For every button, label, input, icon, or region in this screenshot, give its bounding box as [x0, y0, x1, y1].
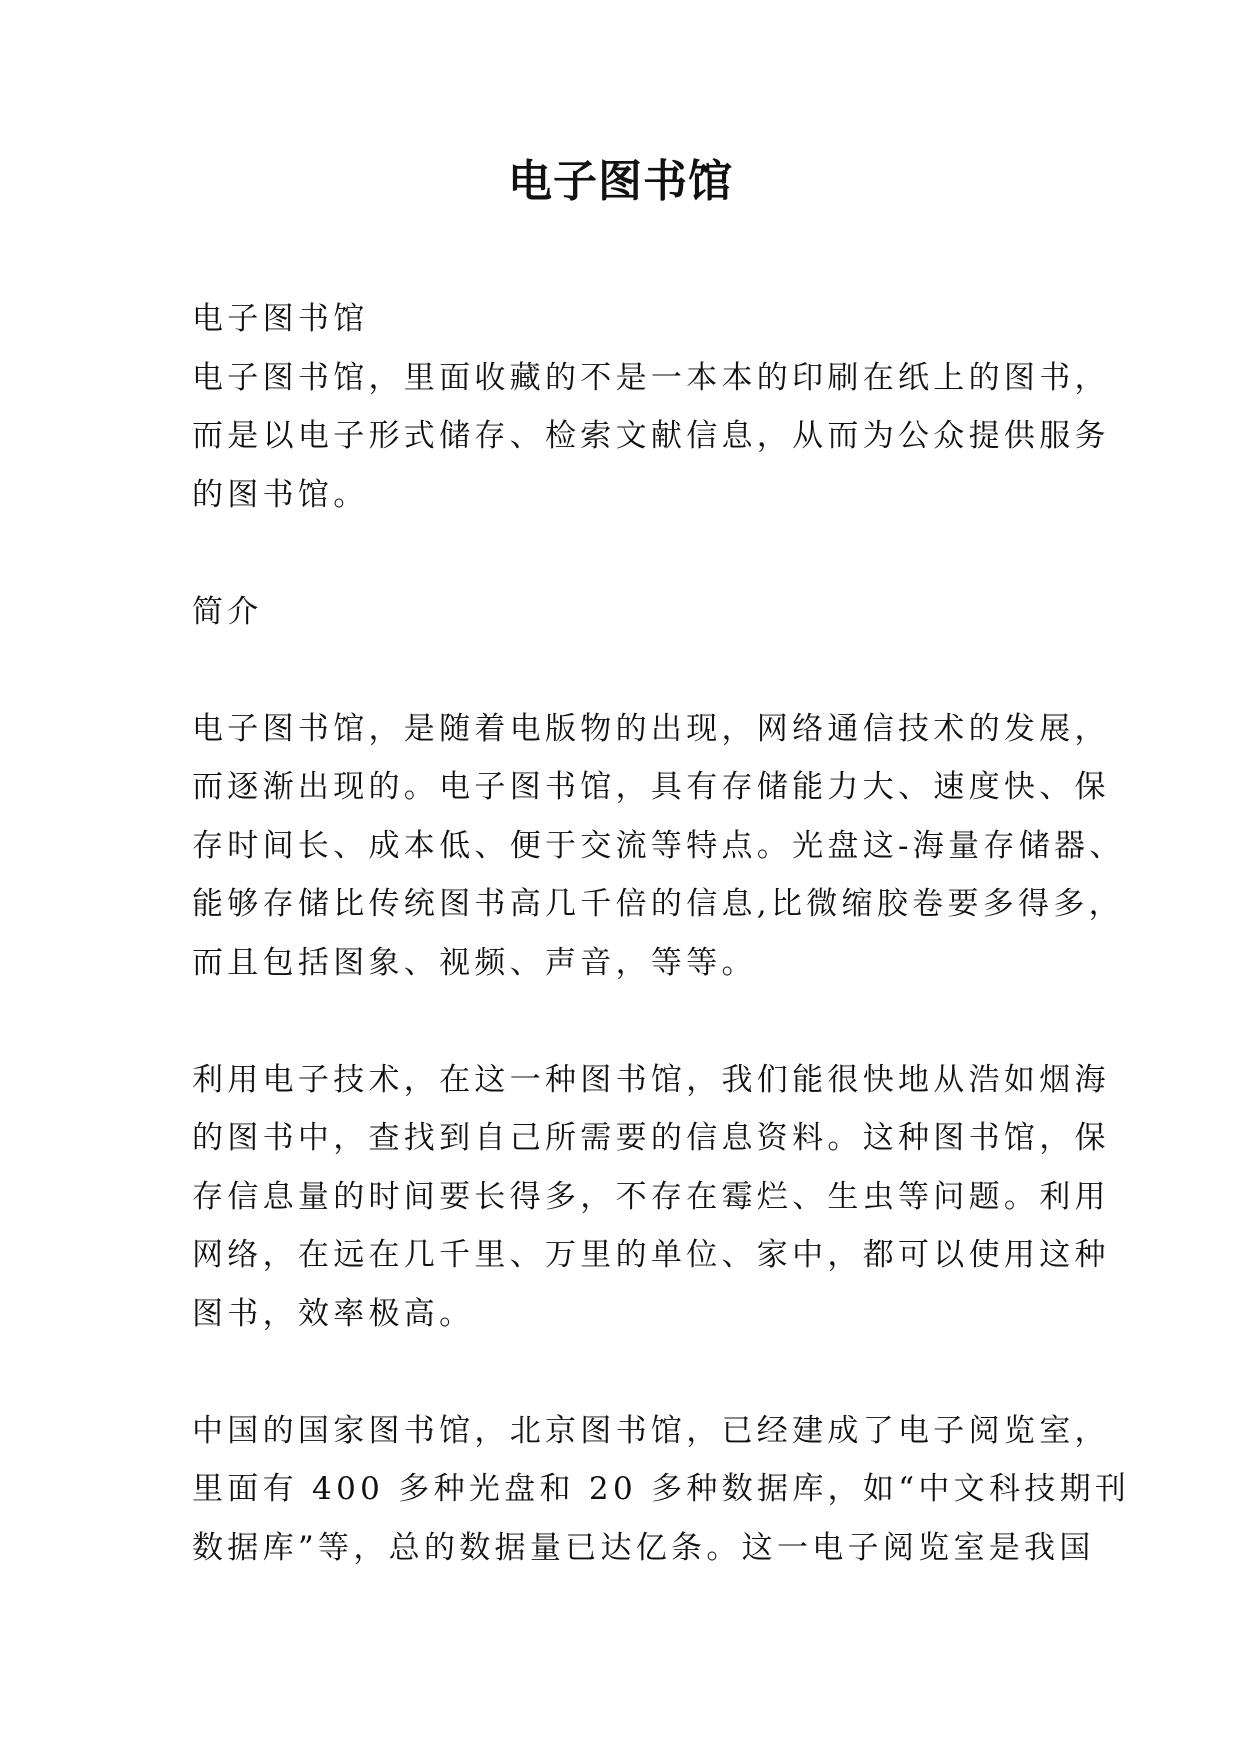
text-line: 电子图书馆，里面收藏的不是一本本的印刷在纸上的图书， — [192, 359, 1110, 396]
text-line: 中国的国家图书馆，北京图书馆，已经建成了电子阅览室， — [192, 1412, 1110, 1449]
text-line: 的图书馆。 — [192, 476, 369, 513]
text-line: 的图书中，查找到自己所需要的信息资料。这种图书馆，保 — [192, 1120, 1110, 1156]
text-line: 而逐渐出现的。电子图书馆，具有存储能力大、速度快、保 — [192, 769, 1110, 805]
section-heading: 简介 — [192, 593, 263, 630]
text-line: 图书，效率极高。 — [192, 1295, 475, 1332]
text-line: 存时间长、成本低、便于交流等特点。光盘这-海量存储器、 — [192, 827, 1125, 864]
paragraph-gap — [192, 1343, 1052, 1402]
text-line: 存信息量的时间要长得多，不存在霉烂、生虫等问题。利用 — [192, 1178, 1110, 1215]
document-title: 电子图书馆 — [508, 156, 733, 207]
text-line: 里面有 400 多种光盘和 20 多种数据库，如“中文科技期刊 — [192, 1471, 1131, 1507]
text-line: 能够存储比传统图书高几千倍的信息,比微缩胶卷要多得多， — [192, 886, 1124, 922]
text-line: 电子图书馆 — [192, 301, 369, 337]
text-line: 而且包括图象、视频、声音，等等。 — [192, 944, 757, 981]
document-body — [192, 290, 1131, 1577]
text-line: 利用电子技术，在这一种图书馆，我们能很快地从浩如烟海 — [192, 1061, 1110, 1098]
text-line: 电子图书馆，是随着电版物的出现，网络通信技术的发展， — [192, 710, 1110, 747]
text-line: 而是以电子形式储存、检索文献信息，从而为公众提供服务 — [192, 418, 1110, 454]
paragraph-gap — [192, 524, 1052, 583]
text-line: 网络，在远在几千里、万里的单位、家中，都可以使用这种 — [192, 1237, 1110, 1273]
paragraph-gap — [192, 641, 1052, 700]
text-line: 数据库”等，总的数据量已达亿条。这一电子阅览室是我国 — [192, 1529, 1095, 1566]
paragraph-gap — [192, 992, 1052, 1051]
